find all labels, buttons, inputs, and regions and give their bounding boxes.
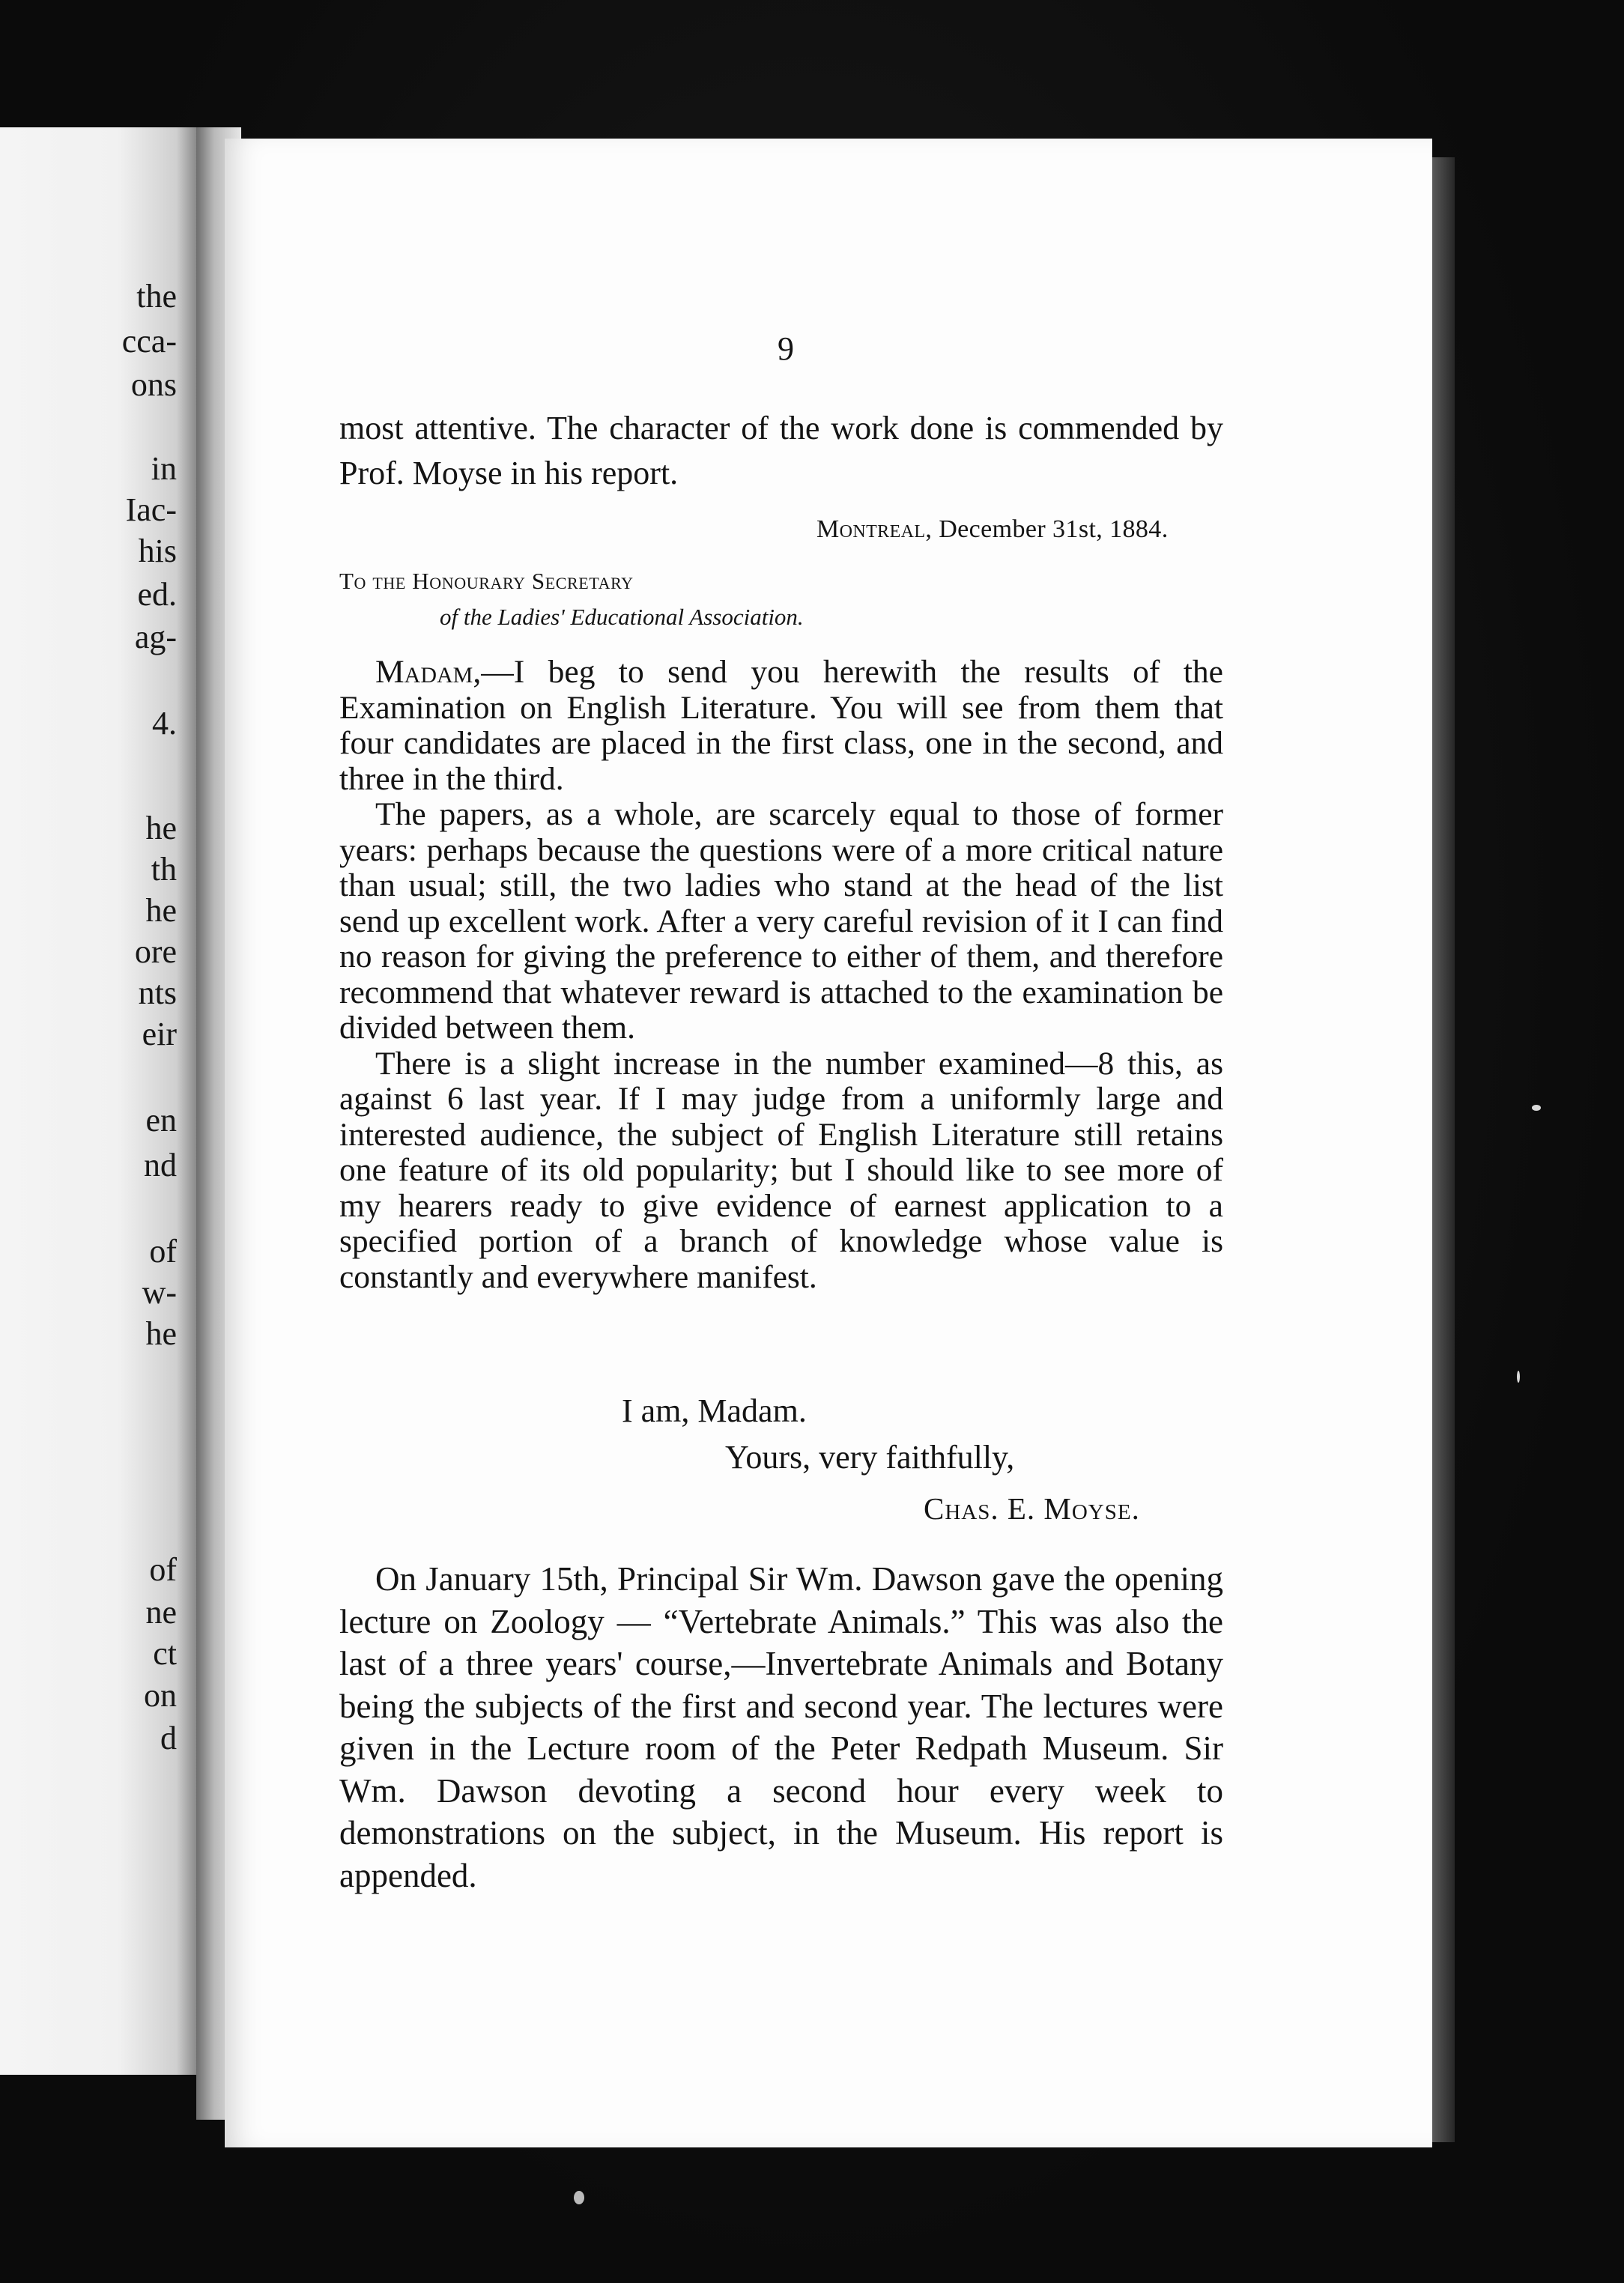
left-page-line: ons <box>130 366 177 403</box>
left-page-line: ed. <box>137 576 177 613</box>
left-page-line: eir <box>142 1016 177 1052</box>
page-number: 9 <box>778 330 794 367</box>
left-page-line: ne <box>145 1594 177 1631</box>
left-facing-page <box>0 127 196 2075</box>
left-page-line: nd <box>144 1147 177 1183</box>
left-page-line: ag- <box>134 619 177 655</box>
letter-closing-1: I am, Madam. <box>622 1392 807 1429</box>
dateline <box>816 515 1169 544</box>
scan-speck <box>1532 1105 1541 1111</box>
left-page-line: on <box>144 1677 177 1714</box>
scan-speck <box>1517 1371 1520 1383</box>
dateline-date: December 31st, 1884. <box>932 515 1169 543</box>
dateline-place: Montreal, <box>816 515 933 543</box>
letter-body <box>339 655 1223 1295</box>
left-page-line: ct <box>153 1635 177 1672</box>
final-paragraph <box>339 1558 1223 1897</box>
address-line-2: of the Ladies' Educational Association. <box>440 604 804 630</box>
left-page-line: in <box>151 450 177 487</box>
left-page-line: d <box>160 1720 177 1756</box>
intro-paragraph: most attentive. The character of the work done is commended by Prof. Moyse in his report. <box>339 410 1223 491</box>
left-page-line: en <box>145 1102 177 1139</box>
left-page-line: the <box>136 278 177 315</box>
left-page-line: he <box>145 810 177 846</box>
page-edge-shadow <box>1432 157 1455 2142</box>
left-page-line: 4. <box>152 705 177 742</box>
left-page-line: w- <box>142 1274 177 1311</box>
address-line-1: To the Honourary Secretary <box>339 568 634 594</box>
left-page-line: nts <box>138 974 177 1011</box>
left-page-line: of <box>149 1233 177 1270</box>
letter-paragraph-1-text: —I beg to send you herewith the results of the Examination on English Literature. You will see from them that four candidates are placed in the first class, one in the second, and three in the third. <box>339 654 1223 797</box>
left-page-line: Iac- <box>125 491 177 528</box>
left-page-line: th <box>151 851 177 888</box>
left-page-line: cca- <box>121 323 177 360</box>
letter-paragraph-2-text: The papers, as a whole, are scarcely equal to those of former years: perhaps because the questions were of a more critical nature than usual; still, the two ladies who stand at the head of the list send up excellent work. After a very careful revision of it I can find no reason for giving the preference to either of them, and therefore recommend that whatever reward is attached to the examination be divided between them. <box>339 796 1223 1046</box>
letter-salutation: Madam, <box>375 654 482 690</box>
left-page-line: he <box>145 892 177 929</box>
letter-paragraph-3-text: There is a slight increase in the number examined—8 this, as against 6 last year. If I may judge from a uniformly large and interested audience, the subject of English Literature still retains one feature of its old popularity; but I should like to see more of my hearers ready to give evidence of earnest application to a specified portion of a branch of knowledge whose value is constantly and everywhere manifest. <box>339 1045 1223 1295</box>
left-page-line: of <box>149 1551 177 1588</box>
letter-closing-2: Yours, very faithfully, <box>725 1439 1015 1476</box>
letter-signature: Chas. E. Moyse. <box>924 1491 1140 1526</box>
left-page-line: ore <box>134 933 177 970</box>
left-page-line: his <box>138 533 177 569</box>
final-paragraph-text: On January 15th, Principal Sir Wm. Dawson gave the opening lecture on Zoology — “Vertebrate Animals.” This was also the last of a three years' course,—Invertebrate Animals and Botany being the subjects of the first and second year. The lectures were given in the Lecture room of the Peter Redpath Museum. Sir Wm. Dawson devoting a second hour every week to demonstrations on the subject, in the Museum. His report is appended. <box>339 1560 1223 1894</box>
letter-paragraph-2 <box>339 797 1223 1046</box>
letter-paragraph-3 <box>339 1046 1223 1296</box>
letter-paragraph-1 <box>339 655 1223 797</box>
scan-speck <box>574 2191 584 2204</box>
left-page-line: he <box>145 1315 177 1352</box>
